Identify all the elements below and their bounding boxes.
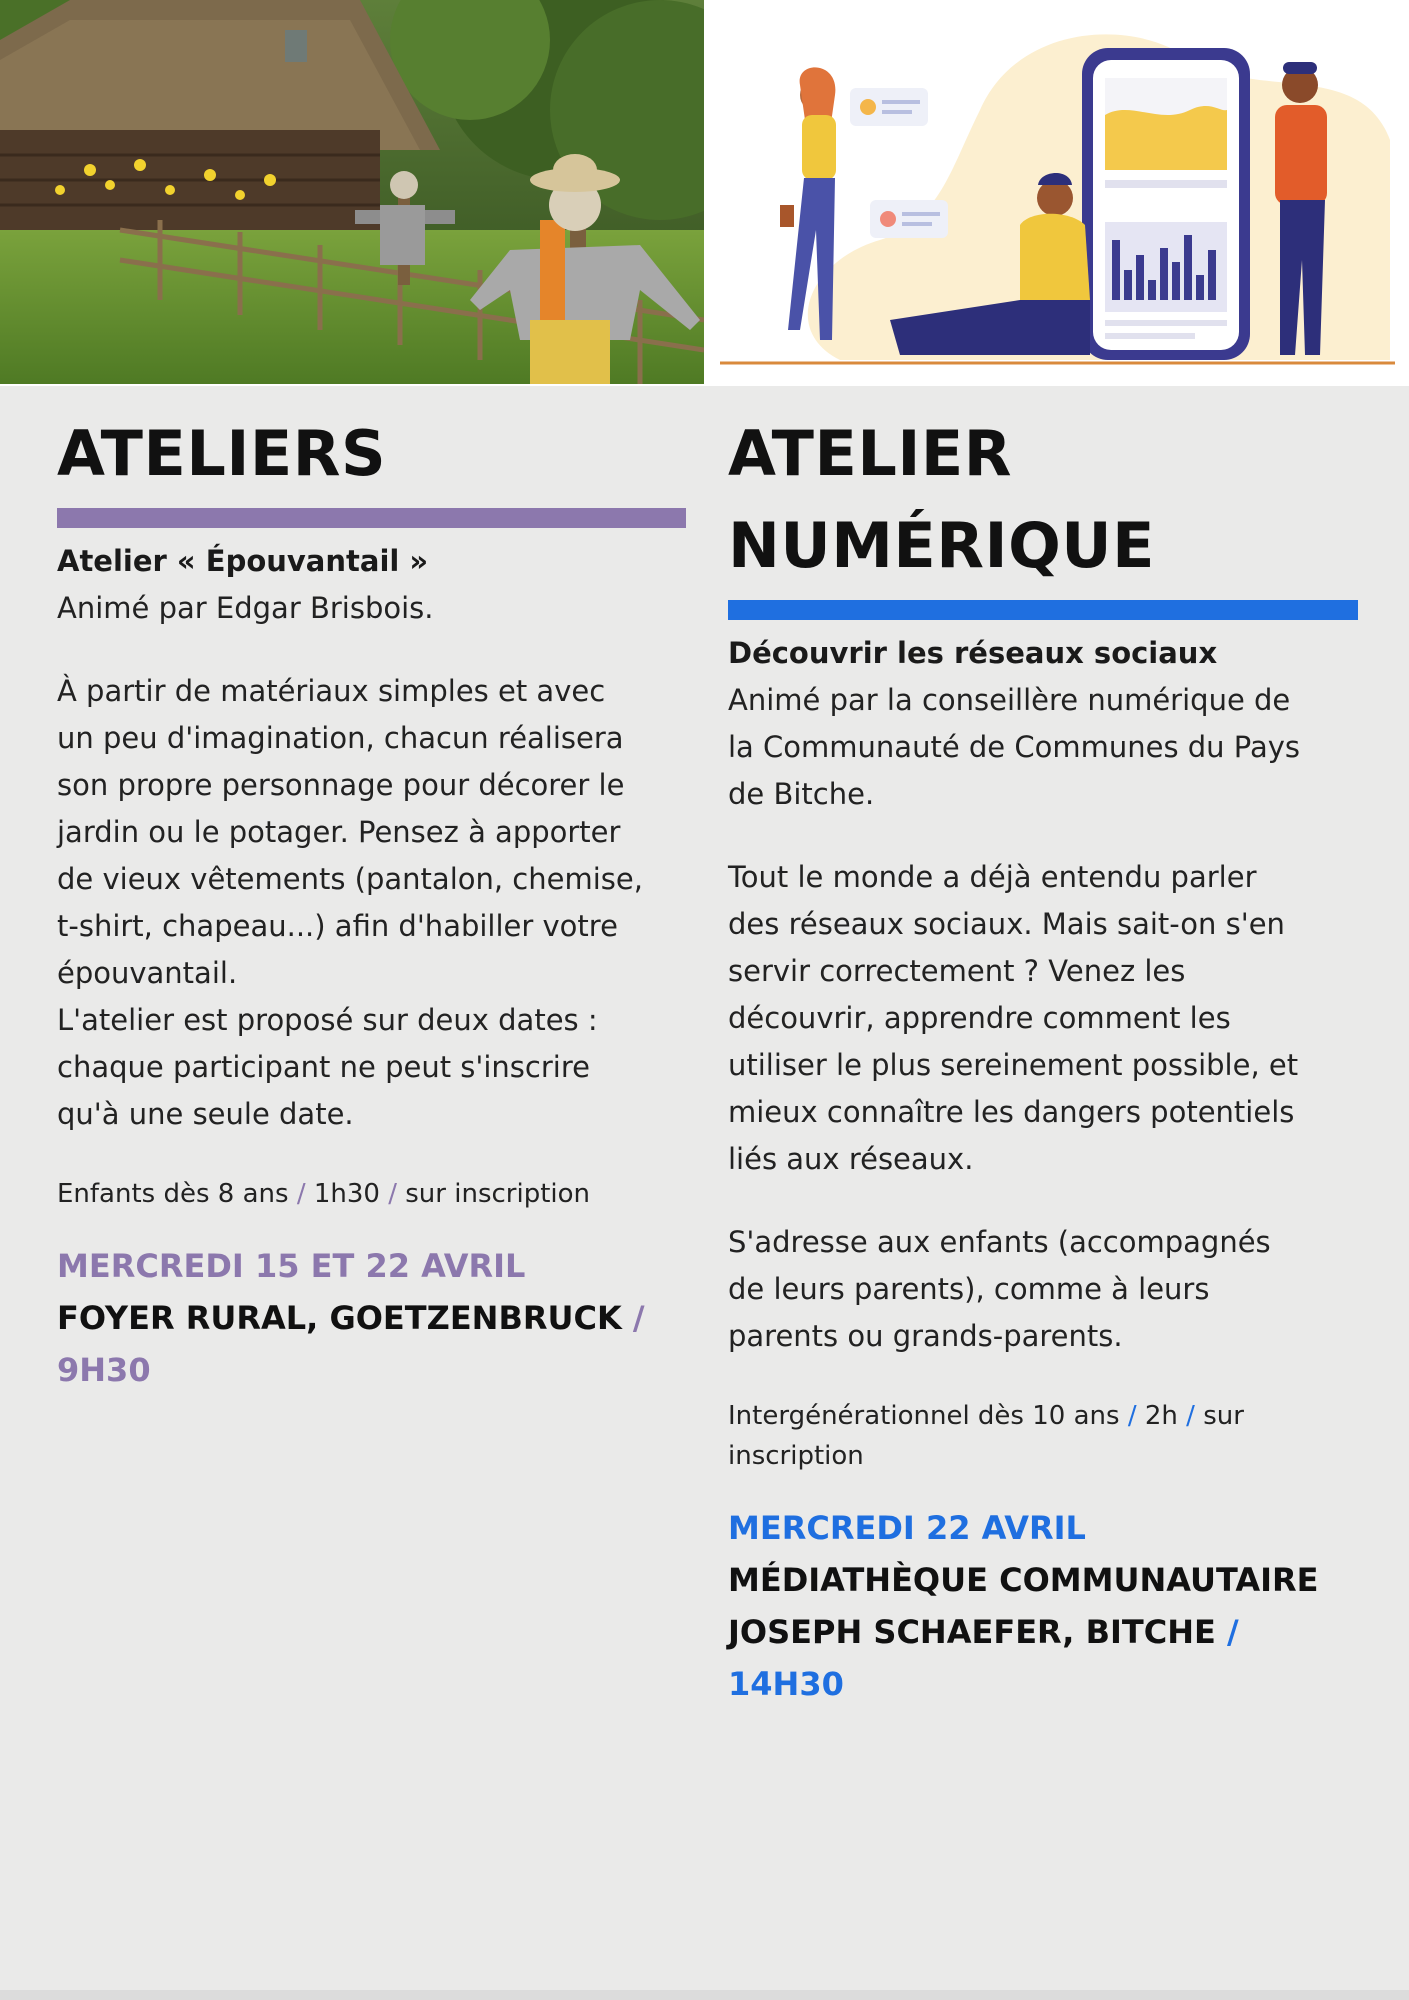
meta-duration: 1h30 — [313, 1179, 380, 1209]
workshop-description — [728, 854, 1358, 1183]
meta-registration: sur inscription — [405, 1179, 591, 1209]
workshop-description — [57, 668, 687, 1138]
audience-line: parents ou grands-parents. — [728, 1319, 1123, 1353]
meta-registration-cont: inscription — [728, 1441, 864, 1471]
meta-separator: / — [296, 1179, 306, 1209]
workshop-title: Atelier « Épouvantail » — [57, 544, 429, 578]
workshop-animator: Animé par Edgar Brisbois. — [57, 591, 434, 625]
page-bottom-edge — [0, 1990, 1409, 2000]
meta-registration: sur — [1203, 1401, 1244, 1431]
meta-age: Intergénérationnel dès 10 ans — [728, 1401, 1120, 1431]
description-line: découvrir, apprendre comment les — [728, 1001, 1231, 1035]
workshop-time: 9H30 — [57, 1351, 151, 1389]
place-name: FOYER RURAL, GOETZENBRUCK — [57, 1299, 622, 1337]
meta-separator: / — [388, 1179, 397, 1209]
description-line: utiliser le plus sereinement possible, et — [728, 1048, 1299, 1082]
section-heading-atelier-numerique — [728, 408, 1358, 592]
workshop-place-line: MÉDIATHÈQUE COMMUNAUTAIRE — [728, 1561, 1319, 1599]
animator-line: Animé par la conseillère numérique de — [728, 683, 1291, 717]
description-line: son propre personnage pour décorer le — [57, 768, 625, 802]
description-line: épouvantail. — [57, 956, 238, 990]
workshop-title: Découvrir les réseaux sociaux — [728, 636, 1218, 670]
workshop-place — [728, 1606, 1358, 1658]
top-image-band — [0, 0, 1409, 386]
meta-age: Enfants dès 8 ans — [57, 1179, 289, 1209]
heading-line: NUMÉRIQUE — [728, 509, 1155, 582]
meta-separator: / — [1186, 1401, 1195, 1431]
workshop-column-left — [57, 386, 687, 1396]
description-line: t-shirt, chapeau...) afin d'habiller votre — [57, 909, 618, 943]
workshop-time: 14H30 — [728, 1665, 844, 1703]
place-separator: / — [1226, 1613, 1239, 1651]
meta-separator: / — [1127, 1401, 1137, 1431]
workshop-column-right — [728, 386, 1358, 1710]
description-line: Tout le monde a déjà entendu parler — [728, 860, 1257, 894]
description-line: liés aux réseaux. — [728, 1142, 974, 1176]
scarecrow-garden-photo — [0, 0, 704, 384]
section-heading-ateliers: ATELIERS — [57, 417, 387, 490]
audience-line: S'adresse aux enfants (accompagnés — [728, 1225, 1271, 1259]
heading-line: ATELIER — [728, 417, 1012, 490]
place-name: JOSEPH SCHAEFER, BITCHE — [728, 1613, 1216, 1651]
animator-line: la Communauté de Communes du Pays — [728, 730, 1300, 764]
social-media-illustration — [720, 0, 1409, 384]
workshop-animator — [728, 677, 1358, 818]
description-line: jardin ou le potager. Pensez à apporter — [57, 815, 621, 849]
description-line: mieux connaître les dangers potentiels — [728, 1095, 1295, 1129]
description-line: chaque participant ne peut s'inscrire — [57, 1050, 590, 1084]
description-line: servir correctement ? Venez les — [728, 954, 1186, 988]
description-line: des réseaux sociaux. Mais sait-on s'en — [728, 907, 1285, 941]
animator-line: de Bitche. — [728, 777, 875, 811]
heading-underline-purple — [57, 508, 686, 528]
description-line: L'atelier est proposé sur deux dates : — [57, 1003, 598, 1037]
workshop-date: MERCREDI 15 ET 22 AVRIL — [57, 1247, 526, 1285]
description-line: À partir de matériaux simples et avec — [57, 674, 606, 708]
description-line: un peu d'imagination, chacun réalisera — [57, 721, 624, 755]
description-line: qu'à une seule date. — [57, 1097, 354, 1131]
workshop-place — [57, 1292, 687, 1344]
description-line: de vieux vêtements (pantalon, chemise, — [57, 862, 643, 896]
audience-line: de leurs parents), comme à leurs — [728, 1272, 1210, 1306]
heading-underline-blue — [728, 600, 1358, 620]
place-separator: / — [632, 1299, 645, 1337]
workshop-meta — [57, 1174, 687, 1214]
workshop-date: MERCREDI 22 AVRIL — [728, 1509, 1086, 1547]
meta-duration: 2h — [1144, 1401, 1178, 1431]
workshop-audience — [728, 1219, 1358, 1360]
workshop-meta — [728, 1396, 1358, 1476]
